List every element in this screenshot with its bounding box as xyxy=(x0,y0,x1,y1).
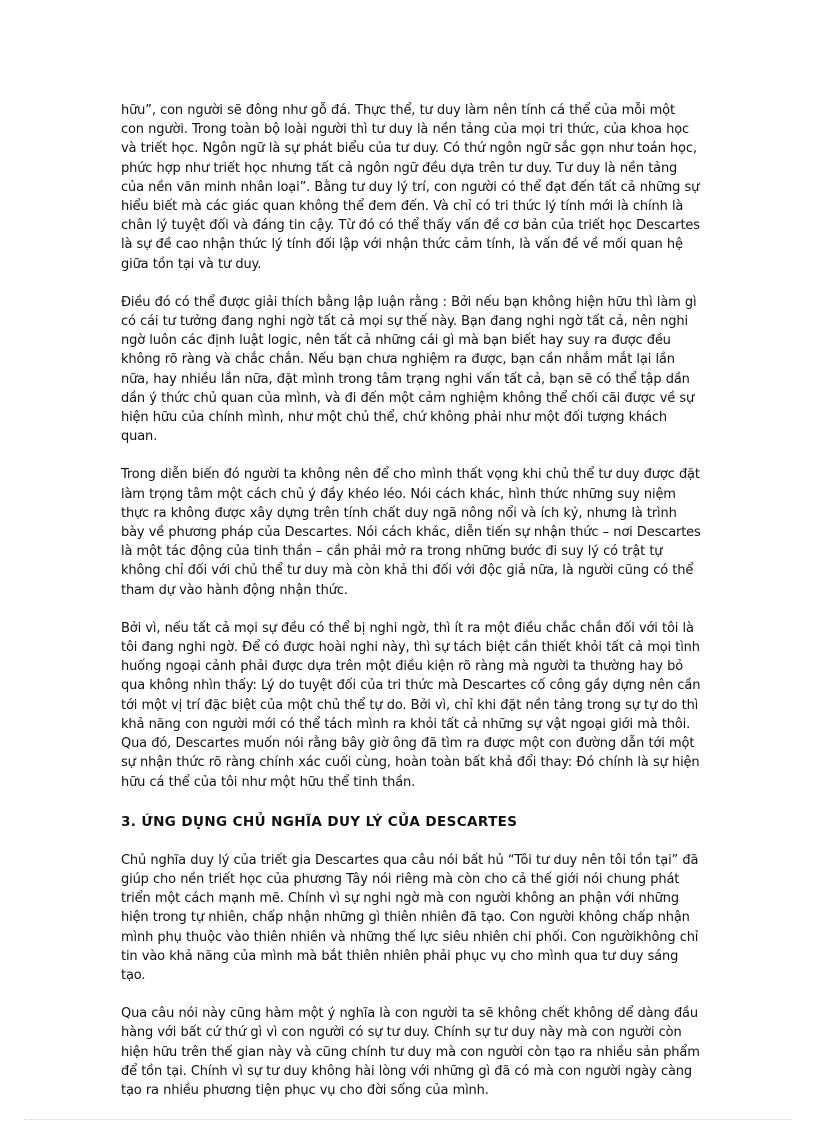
body-paragraph: Chủ nghĩa duy lý của triết gia Descartes qua câu nói bất hủ “Tôi tư duy nên tôi tồn tại” đã giúp cho nền triết học của phương Tây nói riêng mà còn cho cả thế giới nói chung phát triển một cách mạnh mẽ. Chính vì sự nghi ngờ mà con người không an phận với những hiện trong tự nhiên, chấp nhận những gì thiên nhiên đã tạo. Con người không chấp nhận mình phụ thuộc vào thiên nhiên và những thế lực siêu nhiên chi phối. Con ngườikhông chỉ tin vào khả năng của mình mà bắt thiên nhiên phải phục vụ cho mình qua tư duy sáng tạo. xyxy=(121,852,699,983)
body-paragraph: Qua câu nói này cũng hàm một ý nghĩa là con người ta sẽ không chết không dể dàng đầu hàng với bất cứ thứ gì vì con người có sự tư duy. Chính sự tư duy này mà con người còn hiện hữu trên thế gian này và cũng chính tư duy mà con người còn tạo ra nhiều sản phẩm để tồn tại. Chính vì sự tư duy không hài lòng với những gì đã có mà con người ngày càng tạo ra nhiều phương tiện phục vụ cho đời sống của mình. xyxy=(121,1006,700,1098)
body-paragraph: Điều đó có thể được giải thích bằng lập luận rằng : Bởi nếu bạn không hiện hữu thì làm gì có cái tư tưởng đang nghi ngờ tất cả mọi sự thế này. Bạn đang nghi ngờ tất cả, nên nghi ngờ luôn các định luật logic, nên tất cả những cái gì mà bạn biết hay suy ra được đều không rõ ràng và chắc chắn. Nếu bạn chưa nghiệm ra được, bạn cần nhắm mắt lại lần nữa, hay nhiều lần nữa, đặt mình trong tâm trạng nghi vấn tất cả, bạn sẽ có thể tập dần dần ý thức chủ quan của mình, và đi đến một cảm nghiệm không thể chối cãi được về sự hiện hữu của chính mình, như một chủ thể, chứ không phải như một đối tượng khách quan. xyxy=(121,294,697,445)
section-heading: 3. ỨNG DỤNG CHỦ NGHĨA DUY LÝ CỦA DESCARTES xyxy=(121,813,518,830)
body-paragraph: Bởi vì, nếu tất cả mọi sự đều có thể bị nghi ngờ, thì ít ra một điều chắc chắn đối với tôi là tôi đang nghi ngờ. Để có được hoài nghi này, thì sự tách biệt cần thiết khỏi tất cả mọi tình huống ngoại cảnh phải được dựa trên một điều kiện rõ ràng mà người ta thường hay bỏ qua không nhìn thấy: Lý do tuyệt đối của tri thức mà Descartes cố công gầy dựng nên cần tới một vị trí đặc biệt của một chủ thể tự do. Bởi vì, chỉ khi đặt nền tảng trong sự tự do thì khả năng con người mới có thể tách mình ra khỏi tất cả những sự vật ngoại giới mà thôi. Qua đó, Descartes muốn nói rằng bây giờ ông đã tìm ra được một con đường dẫn tới một sự nhận thức rõ ràng chính xác cuối cùng, hoàn toàn bất khả đổi thay: Đó chính là sự hiện hữu cá thể của tôi như một hữu thể tinh thần. xyxy=(121,620,701,790)
document-page xyxy=(121,101,701,1100)
page-bottom-rule xyxy=(24,1119,792,1120)
body-paragraph: Trong diễn biến đó người ta không nên để cho mình thất vọng khi chủ thể tư duy được đặt làm trọng tâm một cách chủ ý đầy khéo léo. Nói cách khác, hình thức những suy niệm thực ra không được xây dựng trên tính chất duy ngã nông nổi và ích kỷ, nhưng là trình bày về phương pháp của Descartes. Nói cách khác, diễn tiến sự nhận thức – nơi Descartes là một tác động của tinh thần – cần phải mở ra trong những bước đi suy lý có trật tự không chỉ đối với chủ thể tư duy mà còn khả thi đối với độc giả nữa, là người cũng có thể tham dự vào hành động nhận thức. xyxy=(121,467,701,598)
body-paragraph: hữu”, con người sẽ đông như gỗ đá. Thực thể, tư duy làm nên tính cá thể của mỗi một con người. Trong toàn bộ loài người thì tư duy là nền tảng của mọi tri thức, của khoa học và triết học. Ngôn ngữ là sự phát biểu của tư duy. Có thứ ngôn ngữ sắc gọn như toán học, phức hợp như triết học nhưng tất cả ngôn ngữ đều dựa trên tư duy. Tư duy là nền tảng của nền văn minh nhân loại”. Bằng tư duy lý trí, con người có thể đạt đến tất cả những sự hiểu biết mà các giác quan không thể đem đến. Và chỉ có tri thức lý tính mới là chính là chân lý tuyệt đối và đáng tin cậy. Từ đó có thể thấy vấn đề cơ bản của triết học Descartes là sự đề cao nhận thức lý tính đối lập với nhận thức cảm tính, là vấn đề về mối quan hệ giữa tồn tại và tư duy. xyxy=(121,103,700,272)
